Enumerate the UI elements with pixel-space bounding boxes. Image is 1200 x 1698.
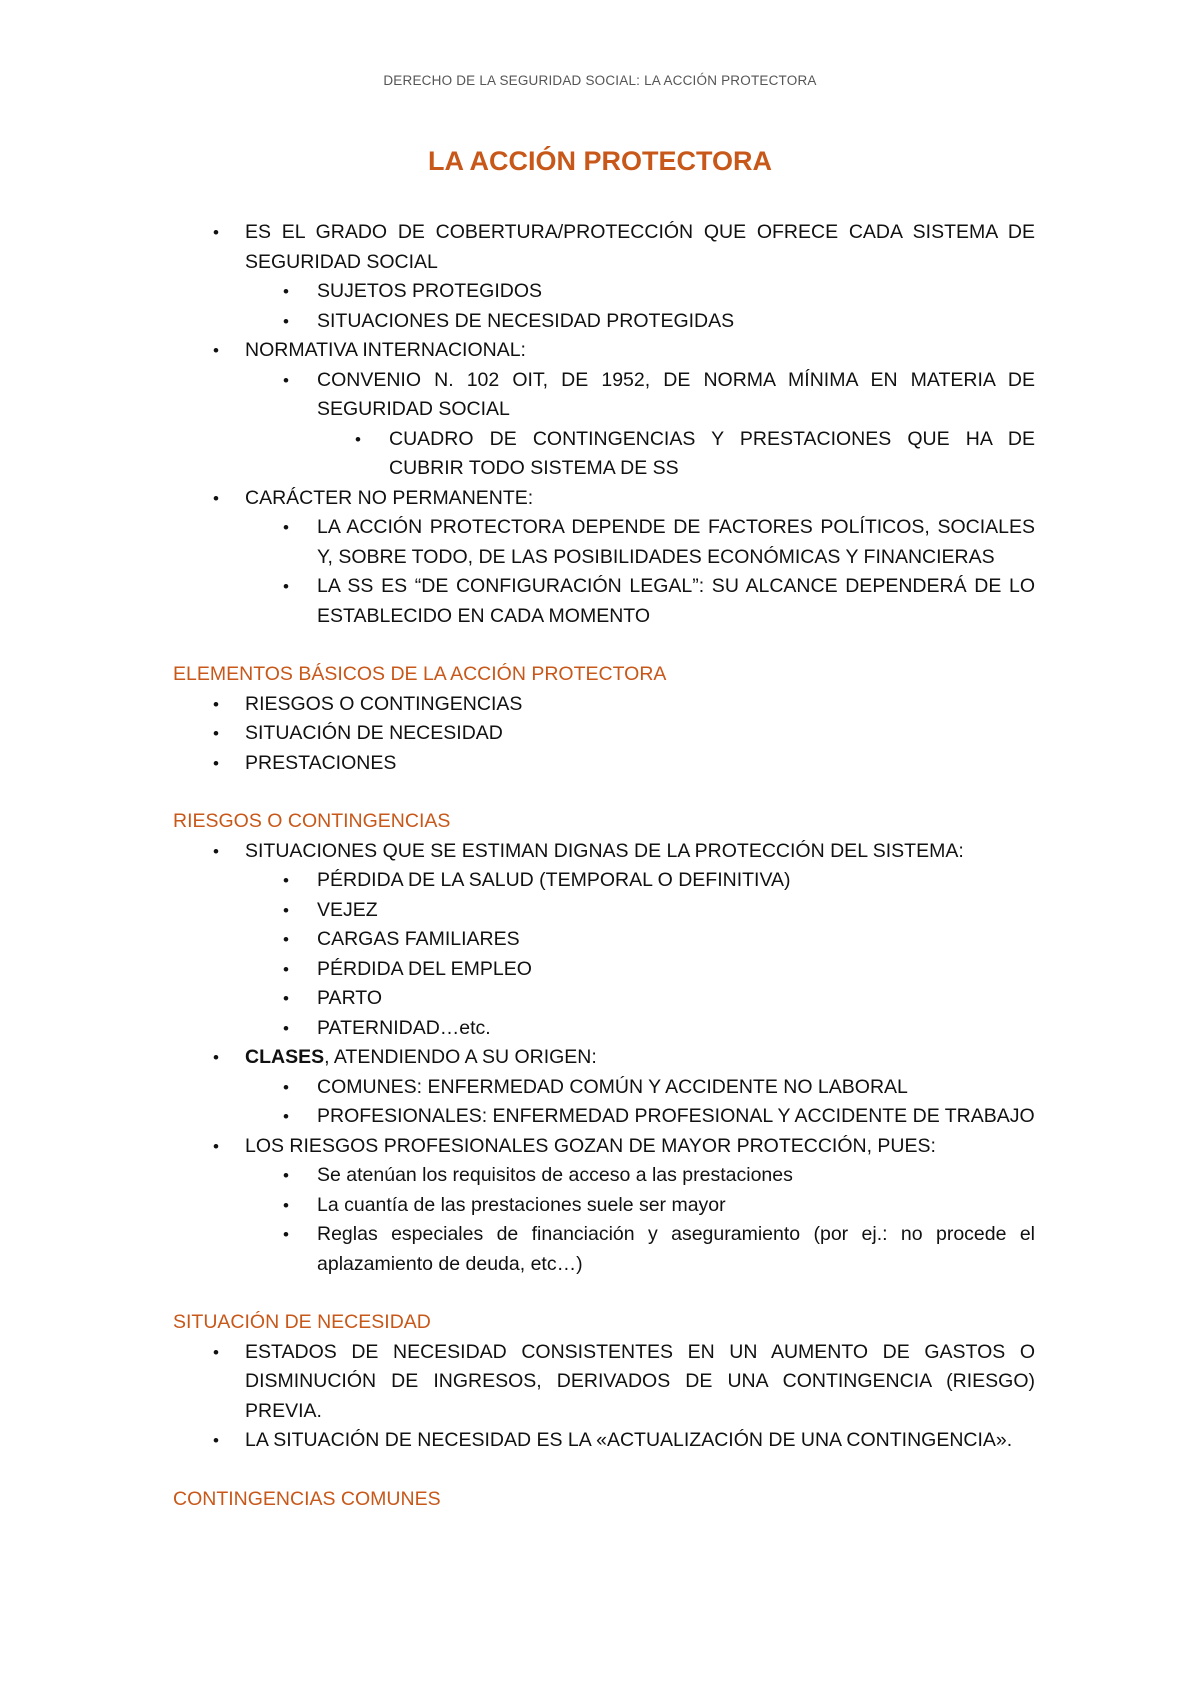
- list-item: • Reglas especiales de financiación y aseguramiento (por ej.: no procede el aplazamiento de deuda, etc…): [173, 1220, 1035, 1279]
- list-item: • CLASES, ATENDIENDO A SU ORIGEN:: [173, 1043, 1035, 1073]
- list-item: • ES EL GRADO DE COBERTURA/PROTECCIÓN QUE OFRECE CADA SISTEMA DE SEGURIDAD SOCIAL: [173, 218, 1035, 277]
- list-item: • LA ACCIÓN PROTECTORA DEPENDE DE FACTORES POLÍTICOS, SOCIALES Y, SOBRE TODO, DE LAS POSIBILIDADES ECONÓMICAS Y FINANCIERAS: [173, 513, 1035, 572]
- list-item: • RIESGOS O CONTINGENCIAS: [173, 690, 1035, 720]
- document-body: [173, 218, 1035, 1514]
- clases-bold: CLASES: [245, 1046, 325, 1068]
- section-heading-contingencias-comunes: CONTINGENCIAS COMUNES: [173, 1487, 441, 1510]
- list-item: • PRESTACIONES: [173, 749, 1035, 779]
- list-item: • PÉRDIDA DEL EMPLEO: [173, 955, 1035, 985]
- list-item: • PROFESIONALES: ENFERMEDAD PROFESIONAL Y ACCIDENTE DE TRABAJO: [173, 1102, 1035, 1132]
- list-item: • COMUNES: ENFERMEDAD COMÚN Y ACCIDENTE NO LABORAL: [173, 1073, 1035, 1103]
- list-item: • ESTADOS DE NECESIDAD CONSISTENTES EN UN AUMENTO DE GASTOS O DISMINUCIÓN DE INGRESOS, DERIVADOS DE UNA CONTINGENCIA (RIESGO) PREVIA.: [173, 1338, 1035, 1427]
- list-item: • PÉRDIDA DE LA SALUD (TEMPORAL O DEFINITIVA): [173, 866, 1035, 896]
- list-item: • SUJETOS PROTEGIDOS: [173, 277, 1035, 307]
- list-item: • SITUACIONES QUE SE ESTIMAN DIGNAS DE LA PROTECCIÓN DEL SISTEMA:: [173, 837, 1035, 867]
- list-item: • CUADRO DE CONTINGENCIAS Y PRESTACIONES QUE HA DE CUBRIR TODO SISTEMA DE SS: [173, 425, 1035, 484]
- list-item: • SITUACIONES DE NECESIDAD PROTEGIDAS: [173, 307, 1035, 337]
- running-header: DERECHO DE LA SEGURIDAD SOCIAL: LA ACCIÓN PROTECTORA: [383, 73, 817, 88]
- list-item: • SITUACIÓN DE NECESIDAD: [173, 719, 1035, 749]
- list-item: • CARGAS FAMILIARES: [173, 925, 1035, 955]
- section-heading-riesgos: RIESGOS O CONTINGENCIAS: [173, 810, 451, 832]
- list-item: • CARÁCTER NO PERMANENTE:: [173, 484, 1035, 514]
- list-item: • La cuantía de las prestaciones suele ser mayor: [173, 1191, 1035, 1221]
- list-item: • LOS RIESGOS PROFESIONALES GOZAN DE MAYOR PROTECCIÓN, PUES:: [173, 1132, 1035, 1162]
- section-heading-situacion: SITUACIÓN DE NECESIDAD: [173, 1311, 431, 1333]
- list-item: • CONVENIO N. 102 OIT, DE 1952, DE NORMA MÍNIMA EN MATERIA DE SEGURIDAD SOCIAL: [173, 366, 1035, 425]
- intro-sublist: [173, 277, 1035, 336]
- list-item: • LA SS ES “DE CONFIGURACIÓN LEGAL”: SU ALCANCE DEPENDERÁ DE LO ESTABLECIDO EN CADA MOMENTO: [173, 572, 1035, 631]
- list-item: • LA SITUACIÓN DE NECESIDAD ES LA «ACTUALIZACIÓN DE UNA CONTINGENCIA».: [173, 1426, 1035, 1456]
- elementos-list: [173, 690, 1035, 779]
- list-item: • VEJEZ: [173, 896, 1035, 926]
- list-item: • PARTO: [173, 984, 1035, 1014]
- list-item: • Se atenúan los requisitos de acceso a las prestaciones: [173, 1161, 1035, 1191]
- page-title: LA ACCIÓN PROTECTORA: [428, 146, 772, 176]
- list-item: • NORMATIVA INTERNACIONAL:: [173, 336, 1035, 366]
- section-heading-elementos: ELEMENTOS BÁSICOS DE LA ACCIÓN PROTECTORA: [173, 663, 667, 685]
- intro-list: [173, 218, 1035, 277]
- list-item: • PATERNIDAD…etc.: [173, 1014, 1035, 1044]
